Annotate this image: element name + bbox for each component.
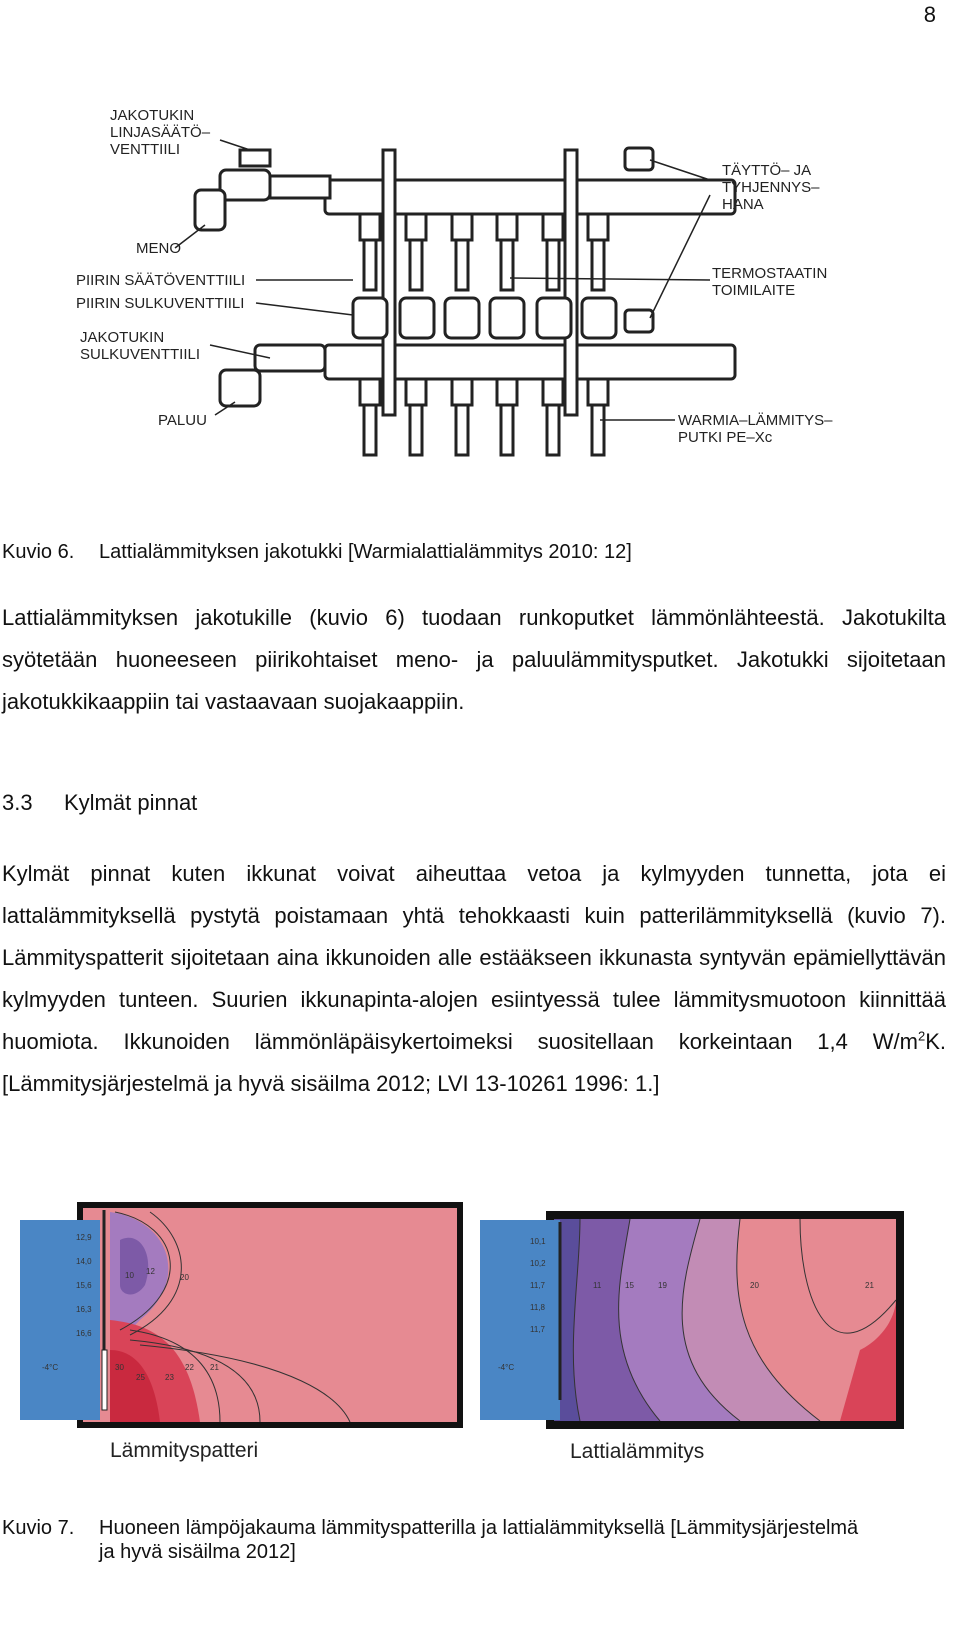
radiator-label: Lämmityspatteri [110,1439,259,1462]
floor-heating-diagram [480,1215,900,1463]
page-number: 8 [923,2,936,27]
temperature-distribution-figure [20,1200,944,1490]
right-iso-19: 19 [658,1281,667,1290]
section-heading [2,790,197,816]
label-tayttohana: TÄYTTÖ– JA TYHJENNYS– HANA [722,162,820,213]
left-iso-12: 12 [146,1267,155,1276]
left-iso-20: 20 [180,1273,189,1282]
right-temp-0: 10,1 [530,1237,546,1246]
caption-line-1: Huoneen lämpöjakauma lämmityspatterilla ja lattialämmityksellä [Lämmitysjärjestelmä [99,1517,859,1539]
figure-7-caption [2,1516,942,1564]
left-outdoor-temp: -4°C [42,1363,59,1372]
left-iso-30: 30 [115,1363,124,1372]
right-iso-11: 11 [593,1281,602,1290]
left-iso-22: 22 [185,1363,194,1372]
section-number: 3.3 [2,790,33,815]
section-title: Kylmät pinnat [64,790,198,815]
label-paluu: PALUU [158,412,207,429]
right-temp-1: 10,2 [530,1259,546,1268]
figure-6-caption [2,540,632,564]
right-iso-15: 15 [625,1281,634,1290]
radiator-diagram [20,1205,460,1462]
caption-number: Kuvio 7. [2,1517,75,1539]
left-temp-4: 16,6 [76,1329,92,1338]
manifold-diagram [70,107,870,520]
label-piirin-saatoventtiili: PIIRIN SÄÄTÖVENTTIILI [76,272,246,289]
label-jakotukin-linjasaato: JAKOTUKIN LINJASÄÄTÖ– VENTTIILI [110,107,211,158]
floor-heating-label: Lattialämmitys [570,1440,705,1463]
left-temp-0: 12,9 [76,1233,92,1242]
left-iso-25: 25 [136,1373,145,1382]
left-temp-2: 15,6 [76,1281,92,1290]
right-outdoor-temp: -4°C [498,1363,515,1372]
right-temp-2: 11,7 [530,1281,545,1290]
label-termostaatin-toimilaite: TERMOSTAATIN TOIMILAITE [712,265,828,299]
label-meno: MENO [136,240,181,257]
label-jakotukin-sulkuventtiili: JAKOTUKIN SULKUVENTTIILI [80,329,201,363]
left-iso-23: 23 [165,1373,174,1382]
paragraph-1: Lattialämmityksen jakotukille (kuvio 6) tuodaan runkoputket lämmönlähteestä. Jakotukilta syötetään huoneeseen piirikohtaiset meno- ja paluulämmitysputket. Jakotukki sijoitetaan jakotukkikaappiin tai vastaavaan suojakaappiin. [2,605,946,714]
right-temp-4: 11,7 [530,1325,545,1334]
caption-line-2: ja hyvä sisäilma 2012] [99,1541,296,1563]
caption-number: Kuvio 6. [2,541,75,563]
caption-text: Lattialämmityksen jakotukki [Warmialattialämmitys 2010: 12] [99,541,632,563]
paragraph-2: Kylmät pinnat kuten ikkunat voivat aiheuttaa vetoa ja kylmyyden tunnetta, jota ei lattalämmityksellä pystytä poistamaan yhtä tehokkaasti kuin patterilämmityksellä (kuvio 7). Lämmityspatterit sijoitetaan aina ikkunoiden alle estääkseen ikkunasta syntyvän epämiellyttävän kylmyyden tunteen. Suurien ikkunapinta-alojen esiintyessä tulee lämmitysmuotoon kiinnittää huomiota. Ikkunoiden lämmönläpäisykertoimeksi suositellaan korkeintaan 1,4 $W/m^2K$. [Lämmitysjärjestelmä ja hyvä sisäilma 2012; LVI 13-10261 1996: 1.] [2,861,946,1096]
right-iso-21: 21 [865,1281,874,1290]
right-temp-3: 11,8 [530,1303,545,1312]
label-lammitysputki: WARMIA–LÄMMITYS– PUTKI PE–Xc [678,412,833,446]
right-iso-20: 20 [750,1281,759,1290]
left-temp-1: 14,0 [76,1257,92,1266]
left-temp-3: 16,3 [76,1305,92,1314]
left-iso-10: 10 [125,1271,134,1280]
label-piirin-sulkuventtiili: PIIRIN SULKUVENTTIILI [76,295,245,312]
left-iso-21: 21 [210,1363,219,1372]
